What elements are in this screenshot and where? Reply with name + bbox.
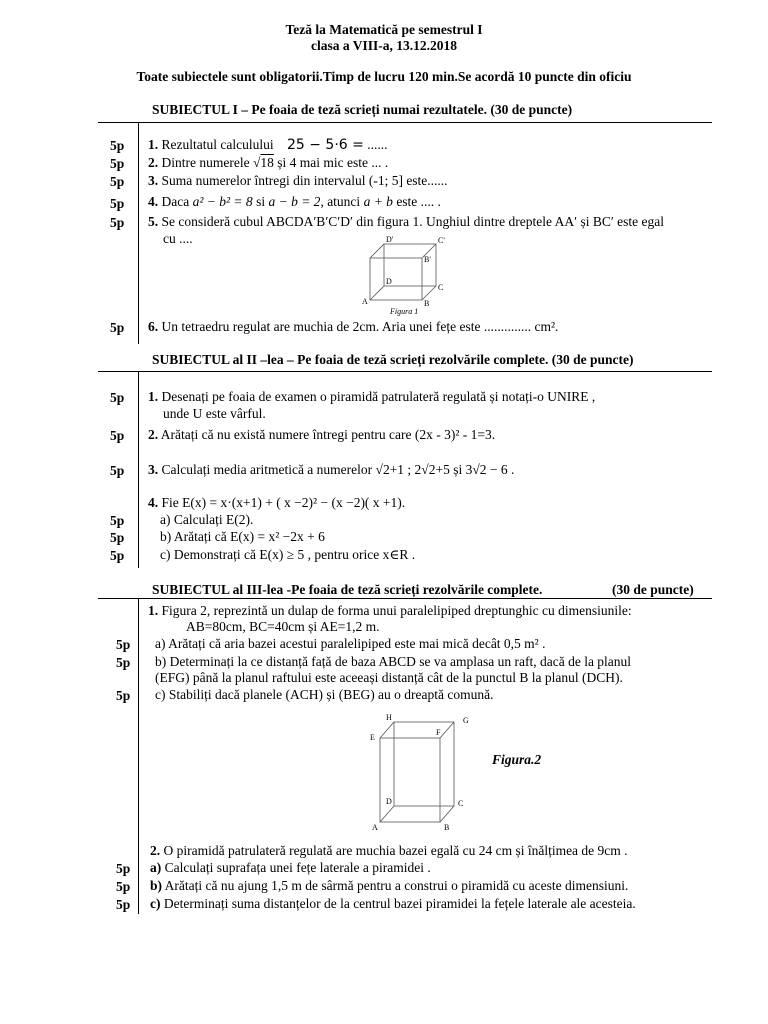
points-label: 5p bbox=[116, 655, 131, 670]
figure-2-caption: Figura.2 bbox=[492, 752, 542, 767]
box-vertex-label: C bbox=[458, 799, 464, 808]
points-label: 5p bbox=[116, 879, 131, 894]
points-column-line bbox=[138, 598, 139, 914]
points-label: 5p bbox=[110, 215, 125, 230]
subject-3-points: (30 de puncte) bbox=[612, 582, 694, 597]
subject-1-heading: SUBIECTUL I – Pe foaia de teză scrieți numai rezultatele. (30 de puncte) bbox=[152, 102, 573, 117]
points-label: 5p bbox=[110, 156, 125, 171]
s1-question-2: 2. Dintre numerele √18 și 4 mai mic este ... . bbox=[148, 155, 389, 170]
s3-question-1b: b) Determinați la ce distanță față de baza ABCD se va amplasa un raft, dacă de la planul bbox=[155, 654, 632, 669]
divider bbox=[98, 371, 712, 372]
subject-2-heading: SUBIECTUL al II –lea – Pe foaia de teză scrieți rezolvările complete. (30 de puncte) bbox=[152, 352, 634, 367]
exam-class-date: clasa a VIII-a, 13.12.2018 bbox=[310, 38, 457, 53]
s1-question-4: 4. Daca a² − b² = 8 si a − b = 2, atunci a + b este .... . bbox=[148, 194, 441, 209]
points-label: 5p bbox=[110, 463, 125, 478]
cube-vertex-label: C' bbox=[438, 236, 445, 245]
points-column-line bbox=[138, 122, 139, 344]
points-label: 5p bbox=[116, 861, 131, 876]
divider bbox=[98, 122, 712, 123]
exam-instructions: Toate subiectele sunt obligatorii.Timp de lucru 120 min.Se acordă 10 puncte din oficiu bbox=[136, 69, 632, 84]
s1-question-5: 5. Se consideră cubul ABCDA′B′C′D′ din figura 1. Unghiul dintre dreptele AA′ și BC′ este egal bbox=[148, 214, 665, 229]
box-back-face bbox=[394, 722, 454, 806]
points-label: 5p bbox=[116, 688, 131, 703]
s3-question-2a: a) Calculați suprafața unei fețe laterale a piramidei . bbox=[150, 860, 431, 875]
points-label: 5p bbox=[110, 196, 125, 211]
cube-vertex-label: D bbox=[386, 277, 392, 286]
points-label: 5p bbox=[110, 513, 125, 528]
points-label: 5p bbox=[110, 530, 125, 545]
box-vertex-label: D bbox=[386, 797, 392, 806]
s1-question-1: 1. Rezultatul calculului 25 − 5·6 = ...... bbox=[148, 137, 388, 153]
s2-question-1: 1. Desenați pe foaia de examen o piramidă patrulateră regulată și notați-o UNIRE , bbox=[148, 389, 596, 404]
box-vertex-label: E bbox=[370, 733, 375, 742]
subject-3-heading: SUBIECTUL al III-lea -Pe foaia de teză scrieți rezolvările complete. bbox=[152, 582, 543, 597]
points-label: 5p bbox=[110, 320, 125, 335]
s2-question-4a: a) Calculați E(2). bbox=[160, 512, 254, 527]
figure-2-parallelepiped bbox=[366, 712, 478, 832]
box-vertex-label: B bbox=[444, 823, 450, 832]
box-vertex-label: A bbox=[372, 823, 378, 832]
points-label: 5p bbox=[110, 548, 125, 563]
s1-question-6: 6. Un tetraedru regulat are muchia de 2cm. Aria unei fețe este .............. cm². bbox=[148, 319, 559, 334]
points-column-line bbox=[138, 371, 139, 568]
box-front-face bbox=[380, 738, 440, 822]
points-label: 5p bbox=[110, 138, 125, 153]
cube-vertex-label: B bbox=[424, 299, 430, 308]
s2-question-2: 2. Arătați că nu există numere întregi pentru care (2x - 3)² - 1=3. bbox=[148, 427, 496, 442]
s3-question-2c: c) Determinați suma distanțelor de la centrul bazei piramidei la fețele laterale ale acesteia. bbox=[150, 896, 636, 911]
figure-1-caption: Figura 1 bbox=[390, 307, 419, 316]
s3-question-2b: b) Arătați că nu ajung 1,5 m de sârmă pentru a construi o piramidă cu aceste dimensiuni. bbox=[150, 878, 629, 893]
points-label: 5p bbox=[116, 637, 131, 652]
cube-vertex-label: C bbox=[438, 283, 444, 292]
s2-question-1-cont: unde U este vârful. bbox=[163, 406, 266, 421]
s3-question-1c: c) Stabiliți dacă planele (ACH) și (BEG) au o dreaptă comună. bbox=[155, 687, 494, 702]
cube-vertex-label: A bbox=[362, 297, 368, 306]
divider bbox=[98, 598, 712, 599]
s2-question-4c: c) Demonstrați că E(x) ≥ 5 , pentru orice x∈R . bbox=[160, 547, 416, 562]
figure-1-cube bbox=[352, 234, 462, 316]
points-label: 5p bbox=[110, 390, 125, 405]
s2-question-3: 3. Calculați media aritmetică a numerelor √2+1 ; 2√2+5 și 3√2 − 6 . bbox=[148, 462, 515, 477]
s3-question-1-dimensions: AB=80cm, BC=40cm și AE=1,2 m. bbox=[186, 619, 380, 634]
cube-vertex-label: D' bbox=[386, 235, 394, 244]
s3-question-1a: a) Arătați că aria bazei acestui paralelipiped este mai mică decât 0,5 m² . bbox=[155, 636, 546, 651]
box-vertex-label: H bbox=[386, 713, 392, 722]
cube-back-face bbox=[384, 244, 436, 286]
points-label: 5p bbox=[110, 428, 125, 443]
s2-question-4b: b) Arătați că E(x) = x² −2x + 6 bbox=[160, 529, 325, 544]
s2-question-4: 4. Fie E(x) = x·(x+1) + ( x −2)² − (x −2)( x +1). bbox=[148, 495, 406, 510]
exam-title: Teză la Matematică pe semestrul I bbox=[285, 22, 483, 37]
box-vertex-label: F bbox=[436, 728, 441, 737]
s1-question-3: 3. Suma numerelor întregi din intervalul (-1; 5] este...... bbox=[148, 173, 448, 188]
box-vertex-label: G bbox=[463, 716, 469, 725]
s3-question-2: 2. O piramidă patrulateră regulată are muchia bazei egală cu 24 cm și înălțimea de 9cm . bbox=[150, 843, 628, 858]
s1-question-5-cont: cu .... bbox=[163, 231, 193, 246]
points-label: 5p bbox=[116, 897, 131, 912]
cube-vertex-label: B' bbox=[424, 255, 431, 264]
s3-question-1: 1. Figura 2, reprezintă un dulap de forma unui paralelipiped dreptunghic cu dimensiunile: bbox=[148, 603, 632, 618]
points-label: 5p bbox=[110, 174, 125, 189]
s3-question-1b-cont: (EFG) până la planul raftului este aceeași distanță cât de la punctul B la planul (DCH). bbox=[155, 670, 623, 685]
cube-front-face bbox=[370, 258, 422, 300]
